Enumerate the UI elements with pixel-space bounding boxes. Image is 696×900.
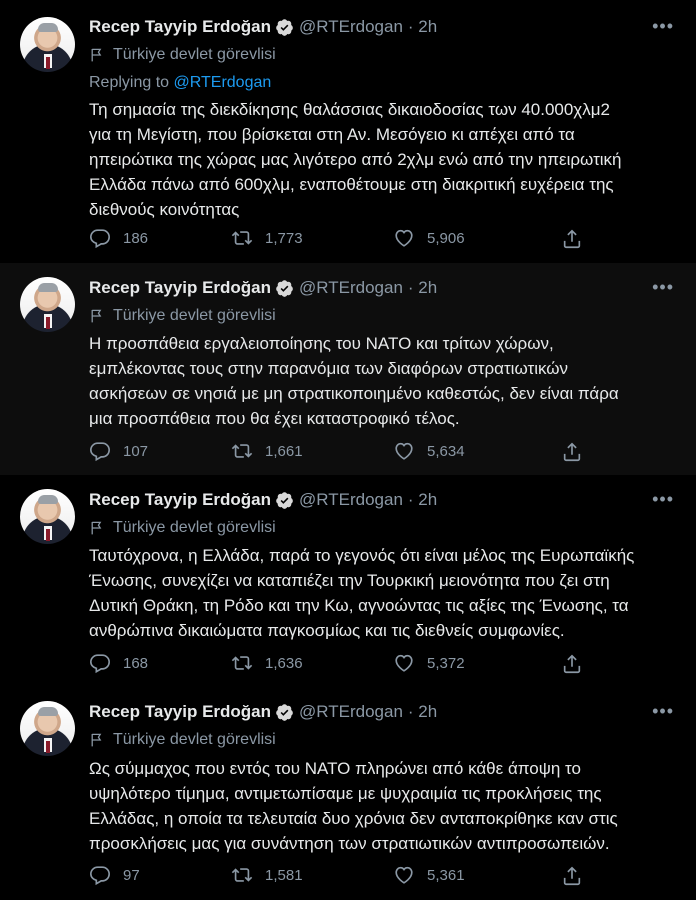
reply-button[interactable] — [89, 227, 231, 249]
tweet-time[interactable]: · 2h — [407, 278, 438, 297]
author-name[interactable]: Recep Tayyip Erdoğan — [89, 490, 272, 509]
flag-icon — [89, 520, 105, 536]
tweet[interactable] — [0, 263, 696, 475]
action-bar — [89, 864, 555, 886]
avatar[interactable] — [20, 17, 75, 72]
share-icon[interactable] — [561, 228, 583, 250]
tweet-text-line: Τη σημασία της διεκδίκησης θαλάσσιας δικαιοδοσίας των 40.000χλμ2 — [89, 100, 610, 119]
replying-to-prefix: Replying to — [89, 74, 174, 91]
tweet-text — [89, 97, 679, 222]
tweet-header — [89, 701, 437, 723]
share-icon[interactable] — [561, 865, 583, 887]
verified-badge-icon — [275, 18, 294, 37]
tweet-header — [89, 489, 437, 511]
heart-icon — [393, 864, 415, 886]
retweet-count: 1,581 — [265, 866, 303, 884]
action-bar — [89, 652, 555, 674]
tweet-text-line: μια προσπάθεια που θα έχει καταστροφικό τέλος. — [89, 409, 460, 428]
verified-badge-icon — [275, 279, 294, 298]
retweet-icon — [231, 227, 253, 249]
retweet-count: 1,661 — [265, 442, 303, 460]
reply-icon — [89, 227, 111, 249]
tweet[interactable] — [0, 475, 696, 687]
action-bar — [89, 227, 555, 249]
author-handle[interactable]: @RTErdogan — [299, 702, 403, 721]
heart-icon — [393, 652, 415, 674]
like-button[interactable] — [393, 440, 555, 462]
tweet-time[interactable]: · 2h — [407, 490, 438, 509]
tweet-header — [89, 277, 437, 299]
tweet-text-line: ασκήσεων σε νησιά με μη στρατικοποιημένο καθεστώς, δεν είναι πάρα — [89, 384, 619, 403]
retweet-count: 1,773 — [265, 229, 303, 247]
retweet-button[interactable] — [231, 652, 393, 674]
reply-icon — [89, 864, 111, 886]
like-button[interactable] — [393, 652, 555, 674]
account-label — [89, 307, 276, 325]
replying-to — [89, 74, 271, 92]
tweet-time[interactable]: · 2h — [407, 17, 438, 36]
reply-count: 186 — [123, 229, 149, 247]
more-icon[interactable]: ••• — [652, 489, 674, 509]
verified-badge-icon — [275, 703, 294, 722]
more-icon[interactable]: ••• — [652, 16, 674, 36]
reply-button[interactable] — [89, 864, 231, 886]
account-label — [89, 46, 276, 64]
retweet-button[interactable] — [231, 864, 393, 886]
like-button[interactable] — [393, 864, 555, 886]
share-icon[interactable] — [561, 653, 583, 675]
tweet-header — [89, 16, 437, 38]
flag-icon — [89, 308, 105, 324]
account-label — [89, 731, 276, 749]
tweet-text-line: Ελλάδας, η οποία τα τελευταία δυο χρόνια δεν ανταποκρίθηκε καν στις — [89, 809, 618, 828]
like-count: 5,372 — [427, 654, 465, 672]
author-name[interactable]: Recep Tayyip Erdoğan — [89, 278, 272, 297]
avatar[interactable] — [20, 701, 75, 756]
like-count: 5,906 — [427, 229, 465, 247]
reply-count: 168 — [123, 654, 149, 672]
author-handle[interactable]: @RTErdogan — [299, 490, 403, 509]
tweet-text-line: εμπλέκοντας τους στην παρανόμια των διαφόρων στρατιωτικών — [89, 359, 569, 378]
more-icon[interactable]: ••• — [652, 277, 674, 297]
action-bar — [89, 440, 555, 462]
tweet[interactable] — [0, 687, 696, 900]
tweet-text-line: Ένωσης, συνεχίζει να καταπιέζει την Τουρκική μειονότητα που ζει στη — [89, 571, 610, 590]
author-name[interactable]: Recep Tayyip Erdoğan — [89, 702, 272, 721]
tweet-text-line: διεθνούς κοινότητας — [89, 200, 240, 219]
tweet-text-line: Δυτική Θράκη, τη Ρόδο και την Κω, αγνοώντας τις αξίες της Ένωσης, τα — [89, 596, 629, 615]
tweet-text — [89, 331, 679, 431]
verified-badge-icon — [275, 491, 294, 510]
account-label-text: Türkiye devlet görevlisi — [113, 519, 276, 536]
tweet-text — [89, 756, 679, 856]
account-label-text: Türkiye devlet görevlisi — [113, 46, 276, 63]
account-label-text: Türkiye devlet görevlisi — [113, 307, 276, 324]
tweet[interactable] — [0, 0, 696, 263]
tweet-text-line: ηπειρώτικα της χώρας μας λιγότερο από 2χλμ ενώ από την ηπειρωτική — [89, 150, 622, 169]
like-count: 5,634 — [427, 442, 465, 460]
retweet-icon — [231, 440, 253, 462]
tweet-text — [89, 543, 679, 643]
reply-icon — [89, 440, 111, 462]
like-count: 5,361 — [427, 866, 465, 884]
reply-icon — [89, 652, 111, 674]
author-name[interactable]: Recep Tayyip Erdoğan — [89, 17, 272, 36]
reply-button[interactable] — [89, 440, 231, 462]
tweet-text-line: προσκλήσεις μας για συνάντηση των στρατιωτικών αντιπροσωπειών. — [89, 834, 610, 853]
account-label-text: Türkiye devlet görevlisi — [113, 731, 276, 748]
tweet-text-line: υψηλότερο τίμημα, αντιμετωπίσαμε με ψυχραιμία τις προκλήσεις της — [89, 784, 602, 803]
tweet-text-line: Ταυτόχρονα, η Ελλάδα, παρά το γεγονός ότι είναι μέλος της Ευρωπαϊκής — [89, 546, 635, 565]
account-label — [89, 519, 276, 537]
reply-button[interactable] — [89, 652, 231, 674]
share-icon[interactable] — [561, 441, 583, 463]
flag-icon — [89, 732, 105, 748]
retweet-button[interactable] — [231, 227, 393, 249]
heart-icon — [393, 227, 415, 249]
heart-icon — [393, 440, 415, 462]
tweet-text-line: Η προσπάθεια εργαλειοποίησης του ΝΑΤΟ και τρίτων χώρων, — [89, 334, 554, 353]
tweet-text-line: Ως σύμμαχος που εντός του ΝΑΤΟ πληρώνει από κάθε άποψη το — [89, 759, 581, 778]
like-button[interactable] — [393, 227, 555, 249]
tweet-text-line: ανθρώπινα δικαιώματα παγκοσμίως και τις διεθνείς συμφωνίες. — [89, 621, 565, 640]
retweet-icon — [231, 652, 253, 674]
reply-count: 97 — [123, 866, 140, 884]
more-icon[interactable]: ••• — [652, 701, 674, 721]
author-handle[interactable]: @RTErdogan — [299, 17, 403, 36]
replying-to-mention[interactable]: @RTErdogan — [173, 74, 272, 91]
reply-count: 107 — [123, 442, 149, 460]
author-handle[interactable]: @RTErdogan — [299, 278, 403, 297]
flag-icon — [89, 47, 105, 63]
avatar[interactable] — [20, 277, 75, 332]
retweet-count: 1,636 — [265, 654, 303, 672]
retweet-button[interactable] — [231, 440, 393, 462]
tweet-time[interactable]: · 2h — [407, 702, 438, 721]
tweet-text-line: για τη Μεγίστη, που βρίσκεται στη Αν. Μεσόγειο κι απέχει από τα — [89, 125, 575, 144]
retweet-icon — [231, 864, 253, 886]
tweet-text-line: Ελλάδα πάνω από 600χλμ, εναποθέτουμε στη διακριτική ευχέρεια της — [89, 175, 614, 194]
avatar[interactable] — [20, 489, 75, 544]
